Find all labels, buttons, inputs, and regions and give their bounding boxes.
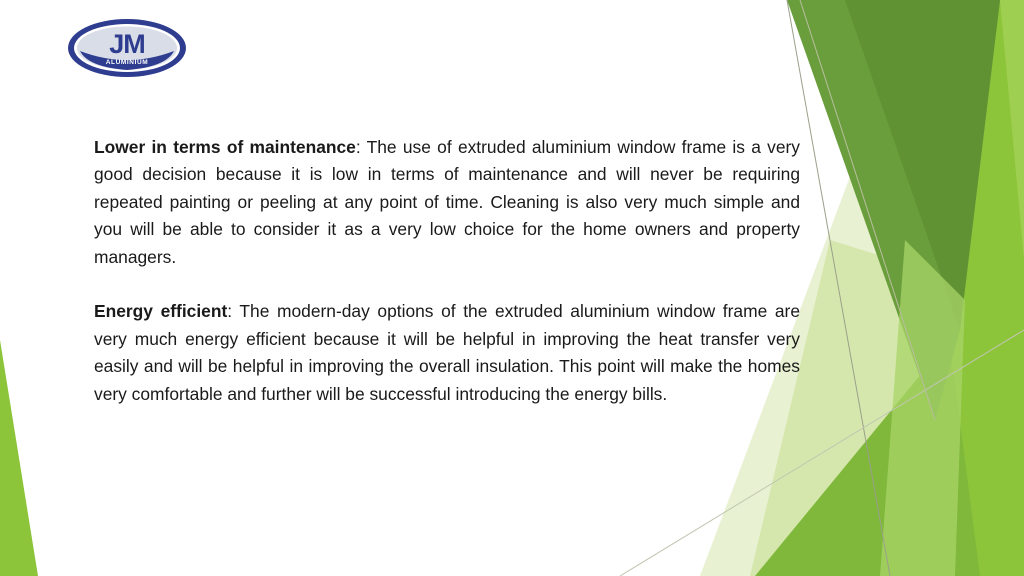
logo-subtitle: ALUMINIUM (105, 59, 149, 66)
left-green-sliver (0, 340, 38, 576)
paragraph-maintenance (94, 134, 800, 271)
paragraph-heading: Energy efficient (94, 301, 228, 322)
paragraph-heading: Lower in terms of maintenance (94, 137, 356, 157)
body-text (94, 134, 800, 435)
logo-initials: JM (109, 29, 145, 59)
paragraph-body: : The use of extruded aluminium window frame is a very good decision because it is low in terms of maintenance and will never be requiring repeated painting or peeling at any point of time. Cleaning is also very much simple and you will be able to consider it as a very low choice for the home owners and property managers. (94, 137, 801, 267)
paragraph-energy (94, 298, 800, 408)
jm-aluminium-logo (66, 17, 188, 79)
paragraph-body: : The modern-day options of the extruded aluminium window frame are very much energy efficient because it will be helpful in improving the heat transfer very easily and will be helpful in improving the overall insulation. This point will make the homes very comfortable and further will be successful introducing the energy bills. (94, 301, 801, 404)
